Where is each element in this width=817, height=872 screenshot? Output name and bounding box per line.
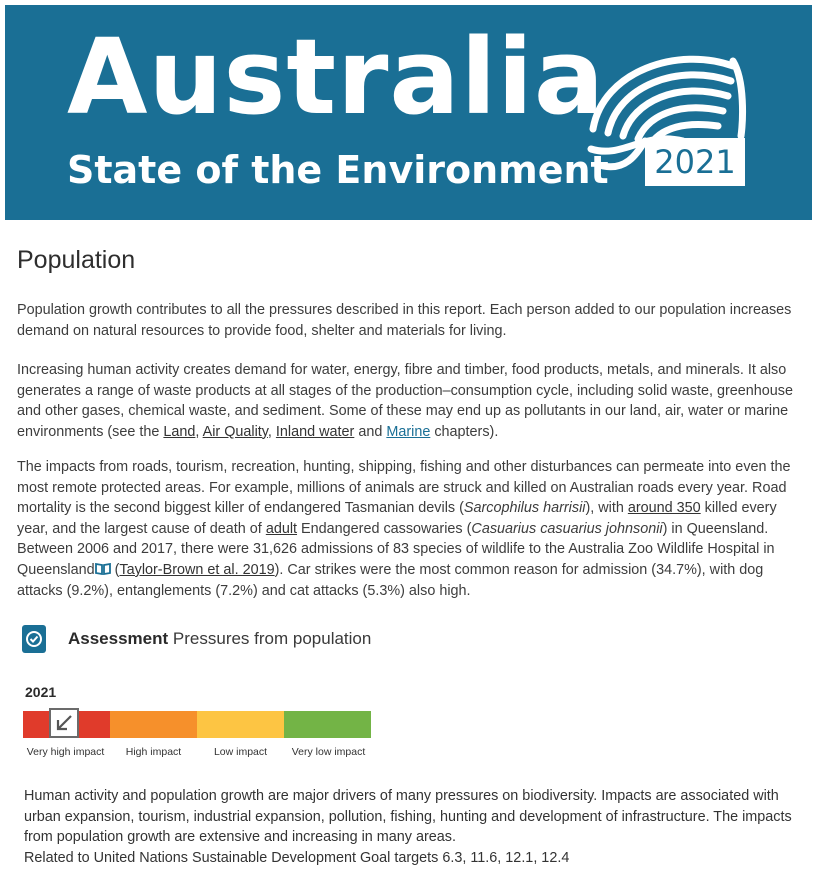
scale-very-low: [284, 711, 371, 738]
assessment-year: 2021: [25, 684, 57, 700]
trend-marker: [49, 708, 79, 738]
scale-label-very-high: Very high impact: [26, 746, 105, 758]
link-around-350[interactable]: around 350: [627, 500, 701, 517]
scale-label-very-low: Very low impact: [291, 746, 366, 758]
species-name: Sarcophilus harrisii: [463, 500, 586, 517]
banner-year: 2021: [645, 138, 745, 186]
banner-title: Australia: [67, 16, 606, 138]
scale-very-high: [23, 711, 110, 738]
link-marine[interactable]: Marine: [386, 423, 431, 440]
scale-high: [110, 711, 197, 738]
banner-subtitle: State of the Environment: [67, 148, 609, 192]
intro-paragraph: Population growth contributes to all the pressures described in this report. Each person added to our population increases demand on natural resources to provide food, shelter and materials for living.: [17, 302, 792, 339]
assessment-header: [22, 625, 371, 653]
impacts-paragraph: The impacts from roads, tourism, recreation, hunting, shipping, fishing and other disturbances can permeate into even the most remote protected areas. For example, millions of animals are struck and killed on Australian roads every year. Road mortality is the second biggest killer of endangered Tasmanian devils (Sarcophilus harrisii), with around 350 killed every year, and the largest cause of death of adult Endangered cassowaries (Casuarius casuarius johnsonii) in Queensland. Between 2006 and 2017, there were 31,626 admissions of 83 species of wildlife to the Australia Zoo Wildlife Hospital in Queensland (Taylor-Brown et al. 2019). Car strikes were the most common reason for admission (34.7%), with dog attacks (9.2%), entanglements (7.2%) and cat attacks (5.3%) also high.: [17, 459, 791, 599]
link-adult[interactable]: adult: [265, 520, 298, 537]
species-name: Casuarius casuarius johnsonii: [471, 520, 663, 537]
impact-scale: [23, 711, 371, 738]
link-reference[interactable]: Taylor-Brown et al. 2019: [119, 561, 275, 578]
link-air-quality[interactable]: Air Quality: [202, 423, 268, 440]
scale-label-high: High impact: [125, 746, 182, 758]
page-title: Population: [17, 246, 136, 274]
sdg-targets: Related to United Nations Sustainable Development Goal targets 6.3, 11.6, 12.1, 12.4: [24, 849, 570, 866]
assessment-title: Assessment Pressures from population: [68, 629, 372, 648]
link-inland-water[interactable]: Inland water: [275, 423, 355, 440]
open-book-icon[interactable]: [95, 563, 111, 575]
scale-label-low: Low impact: [213, 746, 268, 758]
scale-low: [197, 711, 284, 738]
demand-paragraph: Increasing human activity creates demand for water, energy, fibre and timber, food products, metals, and minerals. It also generates a range of waste products at all stages of the production–consumption cycle, including solid waste, greenhouse and other gases, chemical waste, and sediment. Some of these may end up as pollutants in our land, air, water or marine environments (see the Land, Air Quality, Inland water and Marine chapters).: [17, 362, 793, 440]
link-land[interactable]: Land: [163, 423, 196, 440]
assessment-summary: Human activity and population growth are major drivers of many pressures on biodiversity. Impacts are associated with urban expansion, tourism, industrial expansion, pollution, fishing, hunting and development of infrastructure. The impacts from population growth are extensive and increasing in many areas. Related to United Nations Sustainable Development Goal targets 6.3, 11.6, 12.1, 12.4: [24, 788, 792, 866]
arrow-down-left-icon: [53, 712, 75, 734]
header-banner: [5, 5, 812, 220]
assessment-check-icon: [22, 625, 46, 653]
